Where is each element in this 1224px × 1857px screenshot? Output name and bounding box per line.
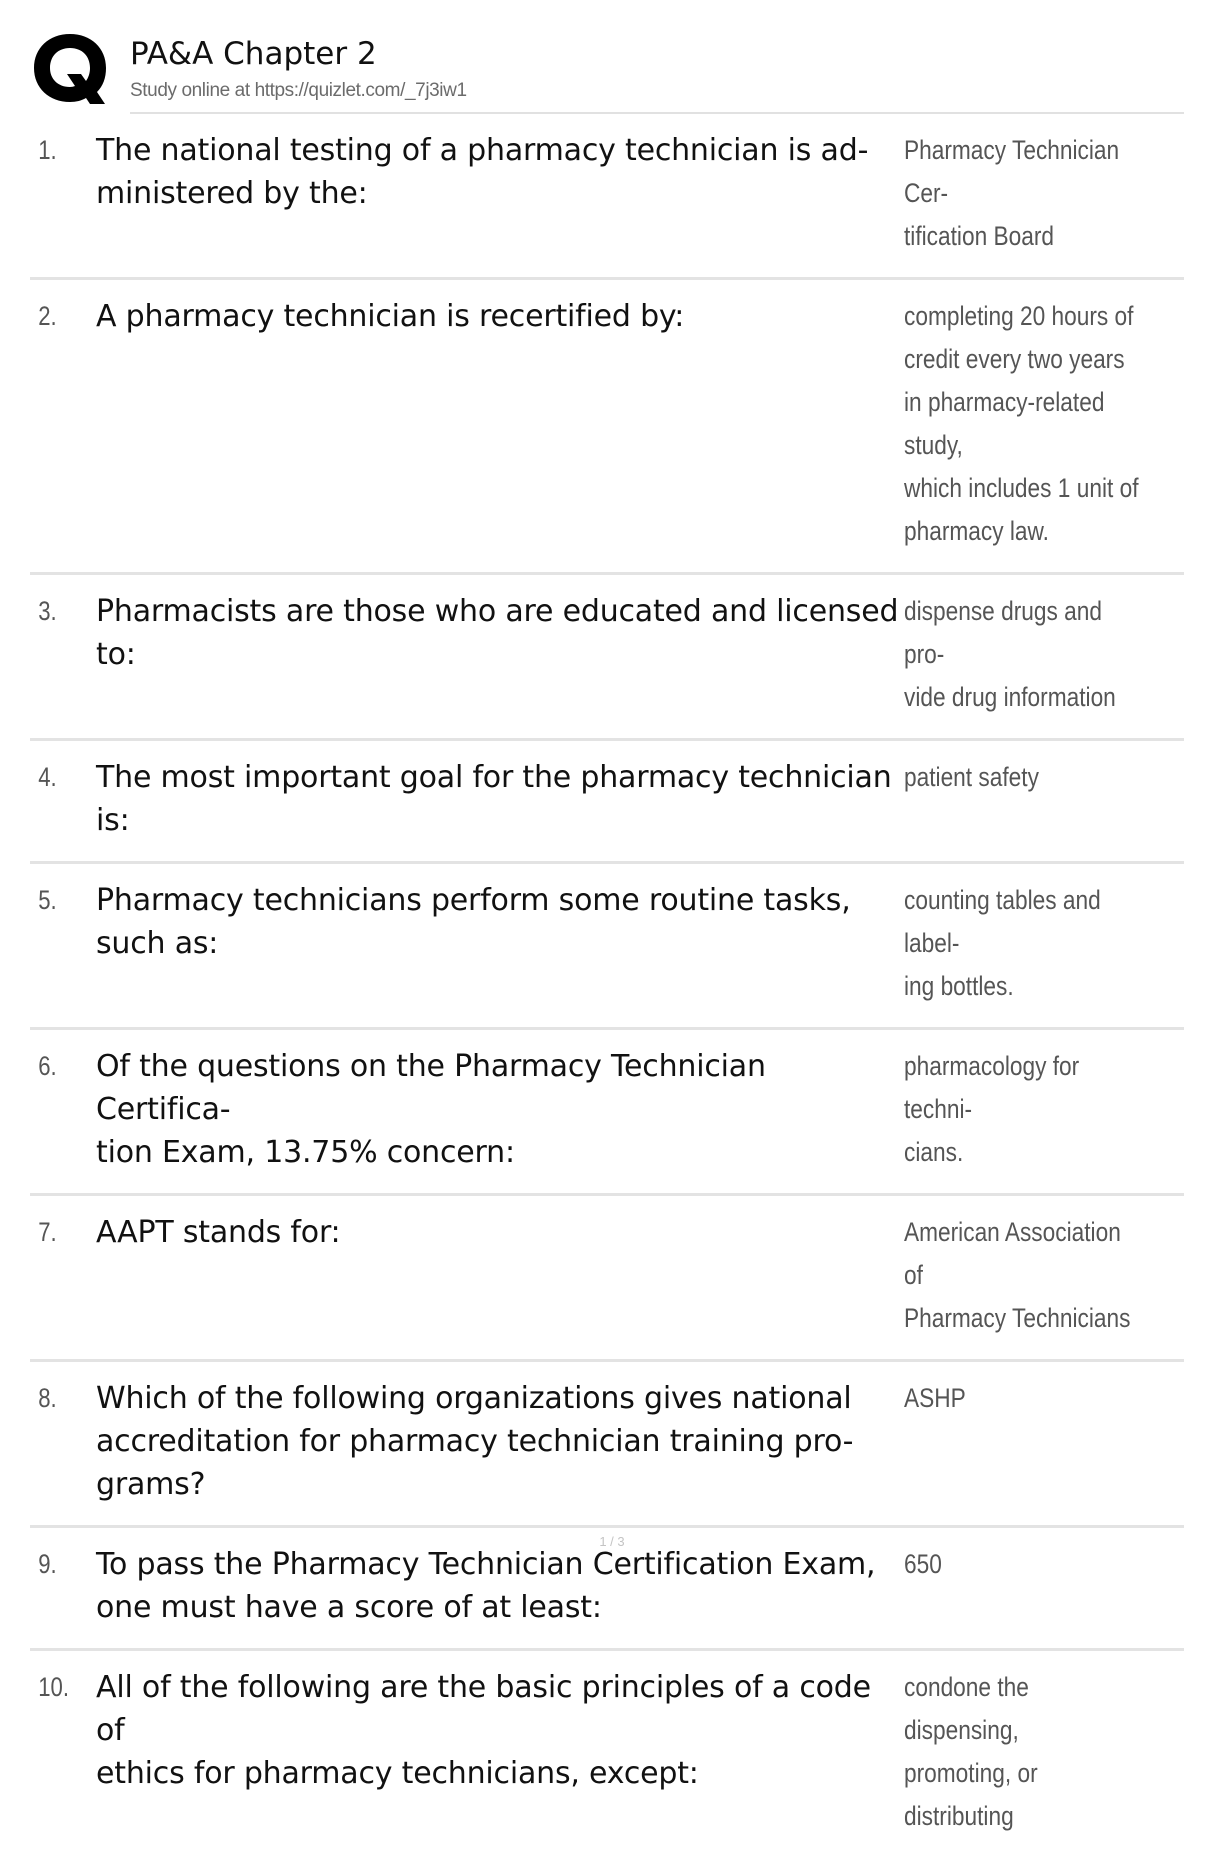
card-number: 8. [38, 1383, 57, 1413]
card-number: 7. [38, 1217, 57, 1247]
card-number: 5. [38, 885, 57, 915]
card-term: To pass the Pharmacy Technician Certification Exam, one must have a score of at least: [96, 1547, 876, 1625]
flashcard-row [30, 280, 1184, 575]
document-header [30, 28, 1184, 114]
card-definition: American Association of Pharmacy Technicians [904, 1217, 1131, 1333]
flashcard-row [30, 1196, 1184, 1362]
card-definition: 650 [904, 1549, 942, 1579]
card-definition: ASHP [904, 1383, 966, 1413]
flashcard-row [30, 575, 1184, 741]
page-indicator: 1 / 3 [599, 1534, 625, 1549]
card-number: 3. [38, 596, 57, 626]
card-definition: dispense drugs and pro- vide drug information [904, 596, 1116, 712]
card-term: Pharmacists are those who are educated and licensed to: [96, 594, 899, 672]
card-term: Pharmacy technicians perform some routine tasks, such as: [96, 883, 851, 961]
flashcard-list [30, 114, 1184, 1857]
card-number: 9. [38, 1549, 57, 1579]
flashcard-row [30, 741, 1184, 864]
quizlet-logo-icon [30, 28, 110, 108]
card-number: 2. [38, 301, 57, 331]
card-definition: condone the dispensing, promoting, or distributing [904, 1672, 1038, 1831]
card-number: 10. [38, 1672, 69, 1702]
flashcard-row [30, 1651, 1184, 1857]
card-term: Of the questions on the Pharmacy Technician Certifica- tion Exam, 13.75% concern: [96, 1049, 766, 1170]
card-definition: completing 20 hours of credit every two years in pharmacy-related study, which includes 1 unit of pharmacy law. [904, 301, 1139, 546]
card-term: All of the following are the basic principles of a code of ethics for pharmacy technicians, except: [96, 1670, 871, 1791]
flashcard-row [30, 1362, 1184, 1528]
page-title: PA&A Chapter 2 [130, 36, 377, 72]
flashcard-row [30, 864, 1184, 1030]
card-term: AAPT stands for: [96, 1215, 341, 1250]
card-definition: pharmacology for techni- cians. [904, 1051, 1080, 1167]
card-definition: counting tables and label- ing bottles. [904, 885, 1101, 1001]
flashcard-row [30, 114, 1184, 280]
card-definition: Pharmacy Technician Cer- tification Board [904, 135, 1120, 251]
card-number: 4. [38, 762, 57, 792]
card-term: A pharmacy technician is recertified by: [96, 299, 685, 334]
flashcard-row [30, 1030, 1184, 1196]
card-definition: patient safety [904, 762, 1039, 792]
card-term: Which of the following organizations gives national accreditation for pharmacy technician training pro- grams? [96, 1381, 854, 1502]
card-term: The most important goal for the pharmacy technician is: [96, 760, 892, 838]
card-term: The national testing of a pharmacy technician is ad- ministered by the: [96, 133, 869, 211]
card-number: 1. [38, 135, 57, 165]
card-number: 6. [38, 1051, 57, 1081]
study-online-link[interactable]: Study online at https://quizlet.com/_7j3iw1 [130, 80, 467, 101]
